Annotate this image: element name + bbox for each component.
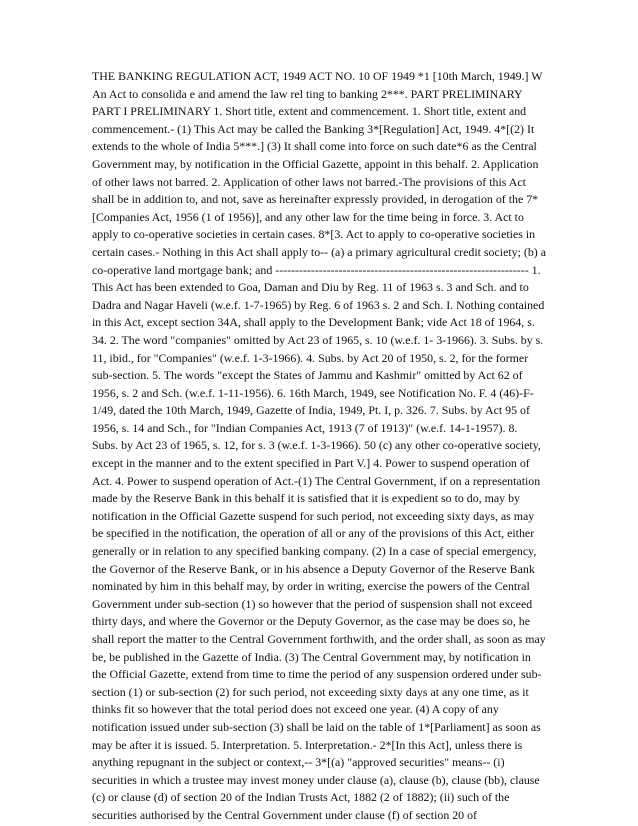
document-body-text: THE BANKING REGULATION ACT, 1949 ACT NO. 10 OF 1949 *1 [10th March, 1949.] W An Act to consolida e and amend the law rel ting to banking 2***. PART PRELIMINARY PART I PRELIMINARY 1. Short title, extent and commencement. 1. Short title, extent and commencement.- (1) This Act may be called the Banking 3*[Regulation] Act, 1949. 4*[(2) It extends to the whole of India 5***.] (3) It shall come into force on such date*6 as the Central Government may, by notification in the Official Gazette, appoint in this behalf. 2. Application of other laws not barred. 2. Application of other laws not barred.-The provisions of this Act shall be in addition to, and not, save as hereinafter expressly provided, in derogation of the 7*[Companies Act, 1956 (1 of 1956)], and any other law for the time being in force. 3. Act to apply to co-operative societies in certain cases. 8*[3. Act to apply to co-operative societies in certain cases.- Nothing in this Act shall apply to-- (a) a primary agricultural credit society; (b) a co-operative land mortgage bank; and ---------------------------------------------------------------- 1. This Act has been extended to Goa, Daman and Diu by Reg. 11 of 1963 s. 3 and Sch. and to Dadra and Nagar Haveli (w.e.f. 1-7-1965) by Reg. 6 of 1963 s. 2 and Sch. I. Nothing contained in this Act, except section 34A, shall apply to the Development Bank; vide Act 18 of 1964, s. 34. 2. The word "companies" omitted by Act 23 of 1965, s. 10 (w.e.f. 1- 3-1966). 3. Subs. by s. 11, ibid., for "Companies" (w.e.f. 1-3-1966). 4. Subs. by Act 20 of 1950, s. 2, for the former sub-section. 5. The words "except the States of Jammu and Kashmir" omitted by Act 62 of 1956, s. 2 and Sch. (w.e.f. 1-11-1956). 6. 16th March, 1949, see Notification No. F. 4 (46)-F-1/49, dated the 10th March, 1949, Gazette of India, 1949, Pt. I, p. 326. 7. Subs. by Act 95 of 1956, s. 14 and Sch., for "Indian Companies Act, 1913 (7 of 1913)" (w.e.f. 14-1-1957). 8. Subs. by Act 23 of 1965, s. 12, for s. 3 (w.e.f. 1-3-1966). 50 (c) any other co-operative society, except in the manner and to the extent specified in Part V.] 4. Power to suspend operation of Act. 4. Power to suspend operation of Act.-(1) The Central Government, if on a representation made by the Reserve Bank in this behalf it is satisfied that it is expedient so to do, may by notification in the Official Gazette suspend for such period, not exceeding sixty days, as may be specified in the notification, the operation of all or any of the provisions of this Act, either generally or in relation to any specified banking company. (2) In a case of special emergency, the Governor of the Reserve Bank, or in his absence a Deputy Governor of the Reserve Bank nominated by him in this behalf may, by order in writing, exercise the powers of the Central Government under sub-section (1) so however that the period of suspension shall not exceed thirty days, and where the Governor or the Deputy Governor, as the case may be does so, he shall report the matter to the Central Government forthwith, and the order shall, as soon as may be, be published in the Gazette of India. (3) The Central Government may, by notification in the Official Gazette, extend from time to time the period of any suspension ordered under sub-section (1) or sub-section (2) for such period, not exceeding sixty days at any one time, as it thinks fit so however that the total period does not exceed one year. (4) A copy of any notification issued under sub-section (3) shall be laid on the table of 1*[Parliament] as soon as may be after it is issued. 5. Interpretation. 5. Interpretation.- 2*[In this Act], unless there is anything repugnant in the subject or context,-- 3*[(a) "approved securities" means-- (i) securities in which a trustee may invest money under clause (a), clause (b), clause (bb), clause (c) or clause (d) of section 20 of the Indian Trusts Act, 1882 (2 of 1882); (ii) such of the securities authorised by the Central Government under clause (f) of section 20 of (92, 69, 546, 822)
